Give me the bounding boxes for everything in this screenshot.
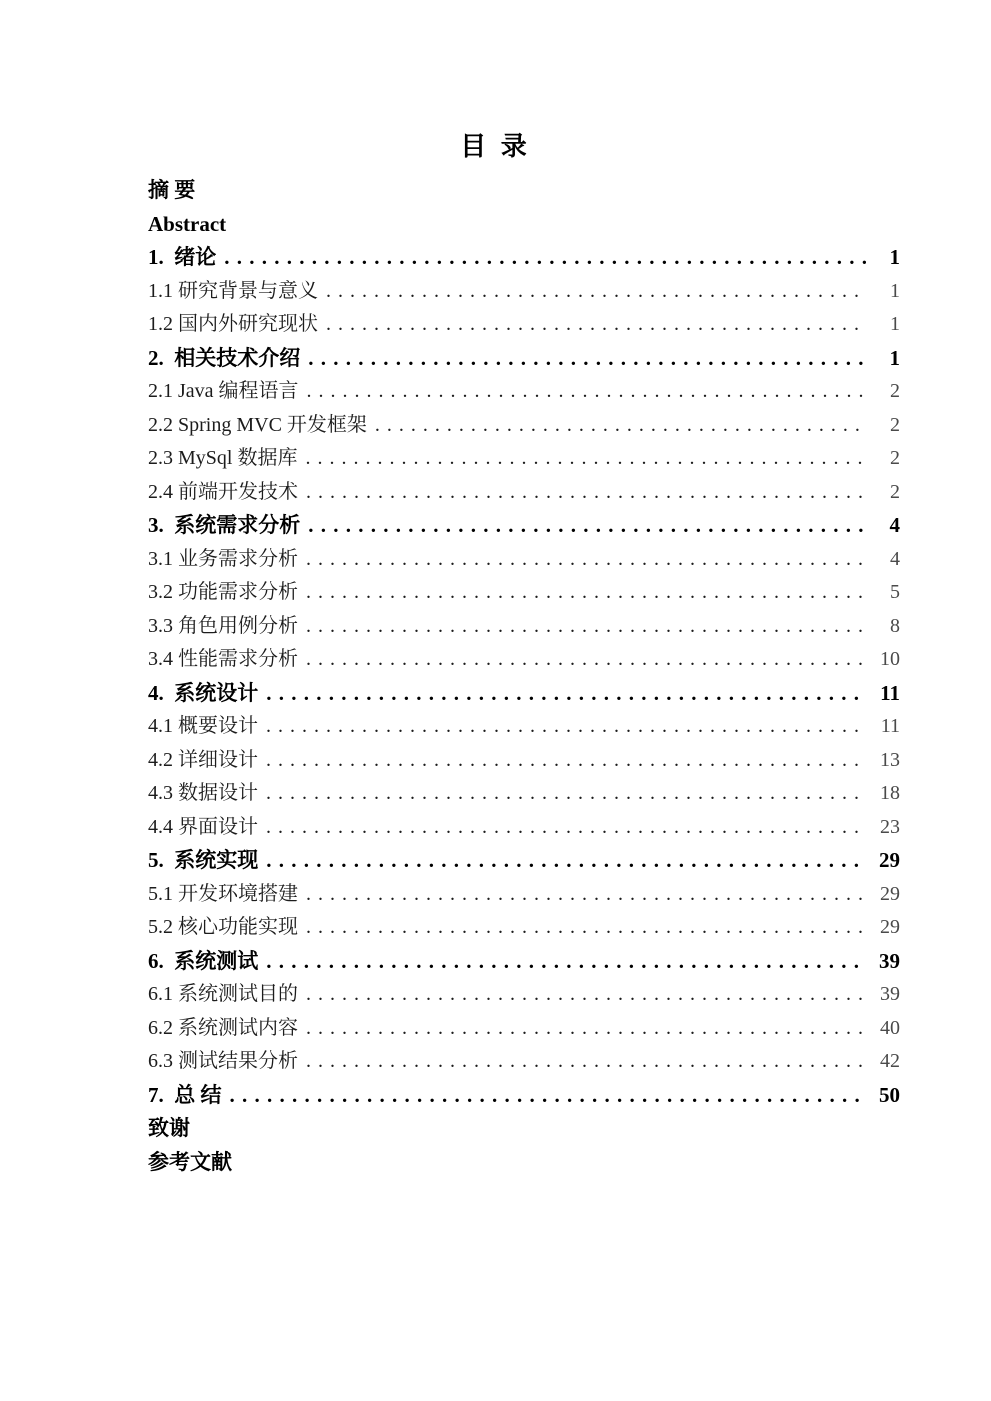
toc-page-number: 39 — [879, 948, 900, 973]
toc-dot-leader — [306, 576, 866, 610]
toc-entry-label: 5.2 核心功能实现 — [148, 916, 298, 938]
toc-entry-label: 致谢 — [148, 1116, 190, 1140]
toc-dot-leader — [306, 1045, 866, 1079]
toc-dot-leader — [306, 911, 866, 945]
toc-entry-label: 6.2 系统测试内容 — [148, 1016, 298, 1039]
toc-entry — [148, 744, 900, 778]
toc-page-number: 29 — [879, 848, 900, 872]
toc-entry — [148, 342, 900, 376]
toc-dot-leader — [305, 442, 866, 476]
page-title: 目 录 — [460, 132, 531, 161]
toc-dot-leader — [266, 844, 866, 878]
toc-entry-label: 5.1 开发环境搭建 — [148, 882, 298, 905]
toc-entry — [148, 442, 900, 476]
toc-dot-leader — [266, 777, 866, 811]
toc-entry — [148, 543, 900, 577]
toc-entry-label: Abstract — [148, 211, 227, 236]
toc-dot-leader — [375, 409, 866, 443]
toc-page-number: 23 — [880, 815, 900, 838]
toc-dot-leader — [308, 342, 866, 376]
toc-entry-label: 3.1 业务需求分析 — [148, 547, 298, 570]
toc-dot-leader — [306, 543, 866, 577]
toc-entry — [148, 576, 900, 610]
toc-entry — [148, 409, 900, 443]
toc-page-number: 40 — [880, 1016, 900, 1039]
toc-page-number: 4 — [890, 547, 900, 570]
toc-dot-leader — [307, 375, 866, 409]
toc-entry — [148, 643, 900, 677]
toc-page-number: 10 — [880, 648, 900, 670]
toc-entry-label: 6.3 测试结果分析 — [148, 1050, 298, 1072]
toc-dot-leader — [230, 1079, 867, 1113]
toc-page-number: 29 — [880, 882, 900, 905]
toc-page-number: 1 — [890, 313, 900, 335]
table-of-contents — [148, 174, 900, 1179]
toc-entry-label: 4. 系统设计 — [148, 680, 259, 705]
toc-entry — [148, 308, 900, 342]
toc-entry-label: 7. 总 结 — [148, 1082, 222, 1107]
toc-entry — [148, 375, 900, 409]
toc-entry — [148, 777, 900, 811]
toc-entry — [148, 978, 900, 1012]
toc-entry — [148, 208, 900, 242]
toc-entry — [148, 241, 900, 275]
toc-dot-leader — [266, 811, 866, 845]
toc-page-number: 1 — [890, 279, 900, 302]
toc-dot-leader — [266, 710, 866, 744]
toc-dot-leader — [306, 610, 866, 644]
toc-entry — [148, 174, 900, 208]
toc-dot-leader — [306, 878, 866, 912]
toc-page-number: 50 — [879, 1082, 900, 1107]
toc-page-number: 5 — [890, 581, 900, 603]
toc-entry — [148, 509, 900, 543]
toc-page-number: 13 — [880, 748, 900, 771]
toc-entry — [148, 1079, 900, 1113]
toc-dot-leader — [306, 978, 866, 1012]
toc-dot-leader — [266, 744, 866, 778]
toc-entry-label: 3.3 角色用例分析 — [148, 614, 298, 637]
toc-entry-label: 6.1 系统测试目的 — [148, 983, 298, 1005]
toc-entry-label: 1. 绪论 — [148, 245, 217, 269]
toc-page-number: 29 — [880, 916, 900, 938]
toc-entry-label: 3.2 功能需求分析 — [148, 581, 298, 603]
toc-entry — [148, 1112, 900, 1146]
toc-entry — [148, 1012, 900, 1046]
toc-entry-label: 4.1 概要设计 — [148, 715, 258, 737]
toc-entry — [148, 710, 900, 744]
toc-entry-label: 6. 系统测试 — [148, 948, 259, 973]
toc-dot-leader — [326, 275, 866, 309]
toc-entry-label: 1.1 研究背景与意义 — [148, 279, 318, 302]
toc-entry-label: 4.2 详细设计 — [148, 748, 258, 771]
toc-dot-leader — [266, 677, 866, 711]
toc-entry — [148, 1045, 900, 1079]
toc-page-number: 18 — [880, 782, 900, 804]
toc-page-number: 2 — [890, 480, 900, 503]
toc-page-number: 11 — [880, 680, 900, 705]
toc-page-number: 39 — [880, 983, 900, 1005]
toc-entry — [148, 811, 900, 845]
toc-entry — [148, 677, 900, 711]
toc-entry — [148, 844, 900, 878]
toc-page-number: 2 — [890, 447, 900, 469]
toc-page-number: 1 — [889, 345, 900, 370]
toc-page-number: 2 — [890, 413, 900, 436]
toc-entry-label: 2. 相关技术介绍 — [148, 345, 301, 370]
toc-entry-label: 4.4 界面设计 — [148, 815, 258, 838]
toc-entry-label: 2.2 Spring MVC 开发框架 — [148, 413, 367, 436]
toc-dot-leader — [308, 509, 866, 543]
toc-dot-leader — [326, 308, 866, 342]
toc-entry-label: 参考文献 — [148, 1149, 232, 1174]
toc-entry-label: 4.3 数据设计 — [148, 782, 258, 804]
toc-entry — [148, 1146, 900, 1180]
toc-entry-label: 2.3 MySql 数据库 — [148, 447, 298, 469]
toc-page-number: 1 — [889, 245, 900, 269]
toc-page-number: 11 — [880, 715, 900, 737]
toc-entry-label: 3. 系统需求分析 — [148, 513, 301, 537]
toc-entry-label: 2.1 Java 编程语言 — [148, 380, 299, 402]
toc-dot-leader — [306, 1012, 866, 1046]
toc-dot-leader — [306, 643, 866, 677]
toc-entry — [148, 945, 900, 979]
toc-page-number: 4 — [889, 513, 900, 537]
toc-entry-label: 摘 要 — [148, 178, 196, 202]
toc-entry — [148, 911, 900, 945]
toc-entry — [148, 610, 900, 644]
toc-entry — [148, 275, 900, 309]
toc-entry — [148, 476, 900, 510]
toc-entry-label: 1.2 国内外研究现状 — [148, 313, 318, 335]
toc-entry-label: 2.4 前端开发技术 — [148, 480, 298, 503]
toc-dot-leader — [306, 476, 866, 510]
toc-dot-leader — [224, 241, 866, 275]
toc-entry — [148, 878, 900, 912]
toc-dot-leader — [266, 945, 866, 979]
toc-page-number: 8 — [890, 614, 900, 637]
toc-entry-label: 5. 系统实现 — [148, 848, 259, 872]
toc-page-number: 2 — [890, 380, 900, 402]
toc-entry-label: 3.4 性能需求分析 — [148, 648, 298, 670]
toc-page-number: 42 — [880, 1050, 900, 1072]
